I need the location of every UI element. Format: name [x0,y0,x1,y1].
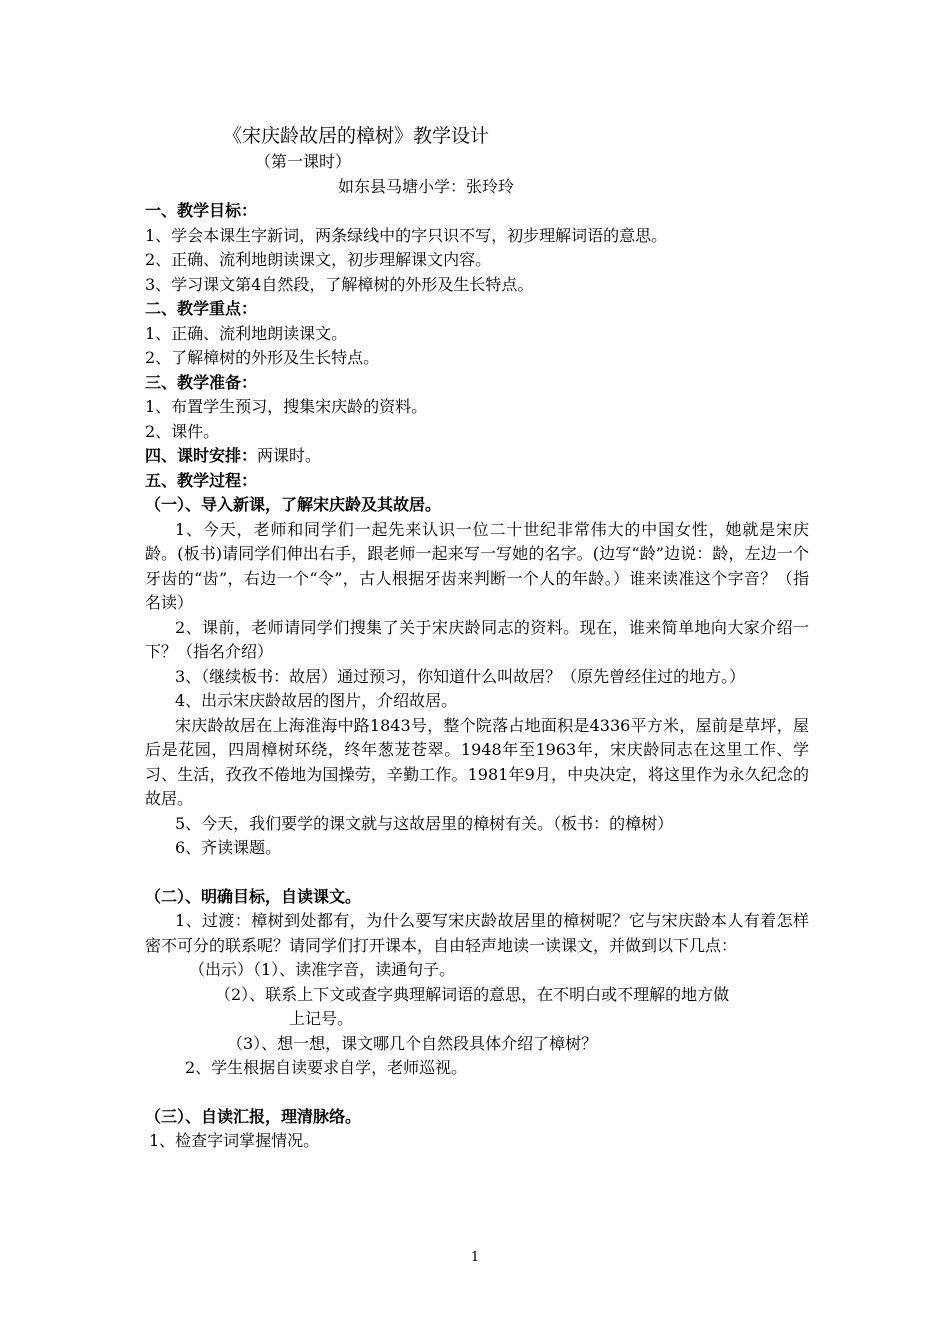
section-heading-key: 二、教学重点： [145,299,258,318]
part2-task-2 [145,983,809,1032]
part1-paragraph: 6、齐读课题。 [175,838,282,857]
document-subtitle: （第一课时） [255,152,352,171]
part2-intro: 1、过渡：樟树到处都有，为什么要写宋庆龄故居里的樟树呢？它与宋庆龄本人有着怎样密不可分的联系呢？请同学们打开课本，自由轻声地读一读课文，并做到以下几点： [145,911,809,955]
part2-heading: （二）、明确目标，自读课文。 [145,886,362,906]
schedule-value: 两课时。 [257,446,322,465]
document-author: 如东县马塘小学：张玲玲 [338,176,515,196]
section-heading-goals: 一、教学目标： [145,201,258,220]
document-body [145,122,809,1154]
part3-item-1: 1、检查字词掌握情况。 [149,1131,320,1150]
goal-item: 3、学习课文第4自然段，了解樟树的外形及生长特点。 [145,274,534,294]
part2-item-2: 2、学生根据自读要求自学，老师巡视。 [185,1058,468,1077]
key-item: 1、正确、流利地朗读课文。 [145,323,348,343]
key-item: 2、了解樟树的外形及生长特点。 [145,348,380,367]
part1-paragraph: 5、今天，我们要学的课文就与这故居里的樟树有关。（板书：的樟树） [175,813,674,833]
spacer [145,1081,809,1105]
section-heading-process: 五、教学过程： [145,470,258,490]
part3-heading: （三）、自读汇报，理清脉络。 [145,1106,362,1126]
part2-task-2-line1: （2）、联系上下文或查字典理解词语的意思，在不明白或不理解的地方做 [215,984,730,1004]
part2-task-3: （3）、想一想，课文哪几个自然段具体介绍了樟树？ [227,1033,598,1053]
prep-item: 2、课件。 [145,421,220,441]
part1-paragraph: 4、出示宋庆龄故居的图片，介绍故居。 [175,691,458,710]
part2-task-1: （出示）（1）、读准字音，读通句子。 [189,960,456,979]
schedule-line [145,444,809,469]
goal-item: 1、学会本课生字新词，两条绿线中的字只识不写，初步理解词语的意思。 [145,225,668,245]
part2-task-2-line2: 上记号。 [289,1009,354,1028]
spacer [145,861,809,885]
part1-paragraph: 宋庆龄故居在上海淮海中路1843号，整个院落占地面积是4336平方米，屋前是草坪，屋后是花园，四周樟树环绕，终年葱茏苍翠。1948年至1963年，宋庆龄同志在这里工作、学习、生活，孜孜不倦地为国操劳，辛勤工作。1981年9月，中央决定，将这里作为永久纪念的故居。 [145,715,809,808]
part1-paragraph: 3、（继续板书：故居）通过预习，你知道什么叫故居？（原先曾经住过的地方。） [175,666,746,686]
page-number: 1 [470,1250,480,1265]
part1-paragraph: 1、今天，老师和同学们一起先来认识一位二十世纪非常伟大的中国女性，她就是宋庆龄。(板书)请同学们伸出右手，跟老师一起来写一写她的名字。(边写“龄”边说：龄，左边一个牙齿的“齿”，右边一个“令”，古人根据牙齿来判断一个人的年龄。）谁来读准这个字音？（指名读） [145,519,809,612]
document-title: 《宋庆龄故居的樟树》教学设计 [223,125,490,147]
prep-item: 1、布置学生预习，搜集宋庆龄的资料。 [145,397,428,416]
section-heading-prep: 三、教学准备： [145,372,258,392]
goal-item: 2、正确、流利地朗读课文，初步理解课文内容。 [145,250,492,269]
part1-paragraph: 2、课前，老师请同学们搜集了关于宋庆龄同志的资料。现在，谁来简单地向大家介绍一下？（指名介绍） [145,617,809,661]
section-heading-schedule: 四、课时安排： [145,446,258,465]
part1-heading: （一）、导入新课，了解宋庆龄及其故居。 [145,495,442,514]
